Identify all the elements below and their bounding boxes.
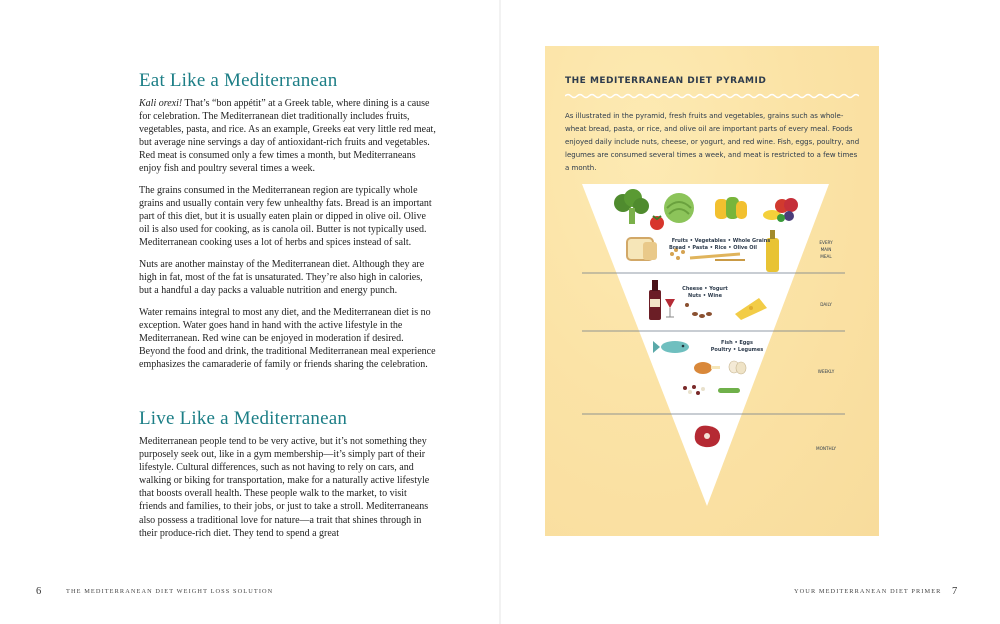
heading-live-like: Live Like a Mediterranean	[139, 408, 348, 429]
italic-phrase: Kali orexi!	[139, 98, 183, 109]
page-number-left: 6	[36, 586, 42, 597]
red-meat-icon	[695, 426, 720, 447]
diet-pyramid	[545, 46, 879, 536]
tier1-frequency-line2: MAIN	[820, 247, 832, 252]
panel-title: THE MEDITERRANEAN DIET PYRAMID	[565, 76, 767, 86]
page-number-right: 7	[952, 586, 958, 597]
paragraph-grains: The grains consumed in the Mediterranean region are typically whole grains and usually contain very few unhealthy fats. Bread is an important part of this diet, but it is usually eaten plain or dipped in olive oil. Olive oil is also used for cooking, as is canola oil. Butter is not typically used. Mediterranean cooking uses a lot of herbs and spices instead of salt.	[139, 185, 432, 249]
tier1-frequency-line1: EVERY	[819, 240, 833, 245]
paragraph-water: Water remains integral to most any diet, and the Mediterranean diet is no exception. Water goes hand in hand with the active lifestyle in the Mediterranean. Red wine can be enjoyed in moderation if desired. Beyond the food and drink, the traditional Mediterranean meal experience emphasizes the camaraderie of family or friends sharing the celebration.	[139, 306, 436, 371]
running-head-left: THE MEDITERRANEAN DIET WEIGHT LOSS SOLUTION	[66, 588, 274, 595]
pyramid-panel	[545, 46, 879, 536]
eggs-icon	[729, 361, 746, 374]
tier2-label-line1: Cheese • Yogurt	[682, 286, 728, 292]
tier3-frequency: WEEKLY	[817, 369, 835, 374]
paragraph-text: That’s “bon appétit” at a Greek table, where dining is a cause for celebration. The Mediterranean diet traditionally includes fruits, vegetables, pasta, and rice. As an example, Greeks eat very little red meat, but average nine servings a day of antioxidant-rich fruits and vegetables. Red meat is consumed only a few times a month, but Mediterraneans enjoy fish and poultry several times a week.	[139, 98, 436, 175]
tier3-label-line2: Poultry • Legumes	[710, 347, 764, 353]
paragraph-active: Mediterranean people tend to be very active, but it’s not something they purposely seek out, like in a gym membership—it’s simply part of their lifestyle. Cultural differences, such as not having to rely on cars, and walking or biking for transportation, make for a naturally active lifestyle that boosts overall health. These people walk to the market, to visit friends and families, to their jobs, or just to take a stroll. Mediterraneans also possess a traditional love for nature—a trait that shines through in their produce-rich diet. They tend to spend a great	[139, 436, 430, 539]
pyramid-triangle	[582, 184, 829, 506]
running-head-right: YOUR MEDITERRANEAN DIET PRIMER	[794, 588, 942, 595]
tier1-label-line2: Bread • Pasta • Rice • Olive Oil	[669, 245, 757, 251]
tier3-label-line1: Fish • Eggs	[721, 340, 753, 346]
tier2-label-line2: Nuts • Wine	[688, 293, 722, 299]
paragraph-nuts: Nuts are another mainstay of the Mediterranean diet. Although they are high in fat, most of the fat is unsaturated. They’re also high in calories, but a handful a day packs a valuable nutrition and energy punch.	[139, 259, 425, 297]
heading-eat-like: Eat Like a Mediterranean	[139, 70, 338, 91]
tier4-frequency: MONTHLY	[815, 446, 837, 451]
live-section-body	[139, 435, 437, 548]
cabbage-icon	[664, 193, 694, 223]
tier1-label-line1: Fruits • Vegetables • Whole Grains	[671, 238, 771, 244]
eat-section-body	[139, 97, 437, 380]
bread-icon	[627, 238, 657, 260]
paragraph-kali-orexi	[139, 97, 437, 176]
panel-description: As illustrated in the pyramid, fresh fruits and vegetables, grains such as whole-wheat bread, pasta, or rice, and olive oil are important parts of every meal. Foods enjoyed daily include nuts, cheese, or yogurt, and red wine. Fish, eggs, poultry, and legumes are consumed several times a week, and meat is restricted to a few times a month.	[565, 112, 860, 172]
tier2-frequency: DAILY	[820, 302, 832, 307]
tomato-icon	[650, 216, 664, 230]
tier1-frequency-line3: MEAL	[820, 254, 832, 259]
